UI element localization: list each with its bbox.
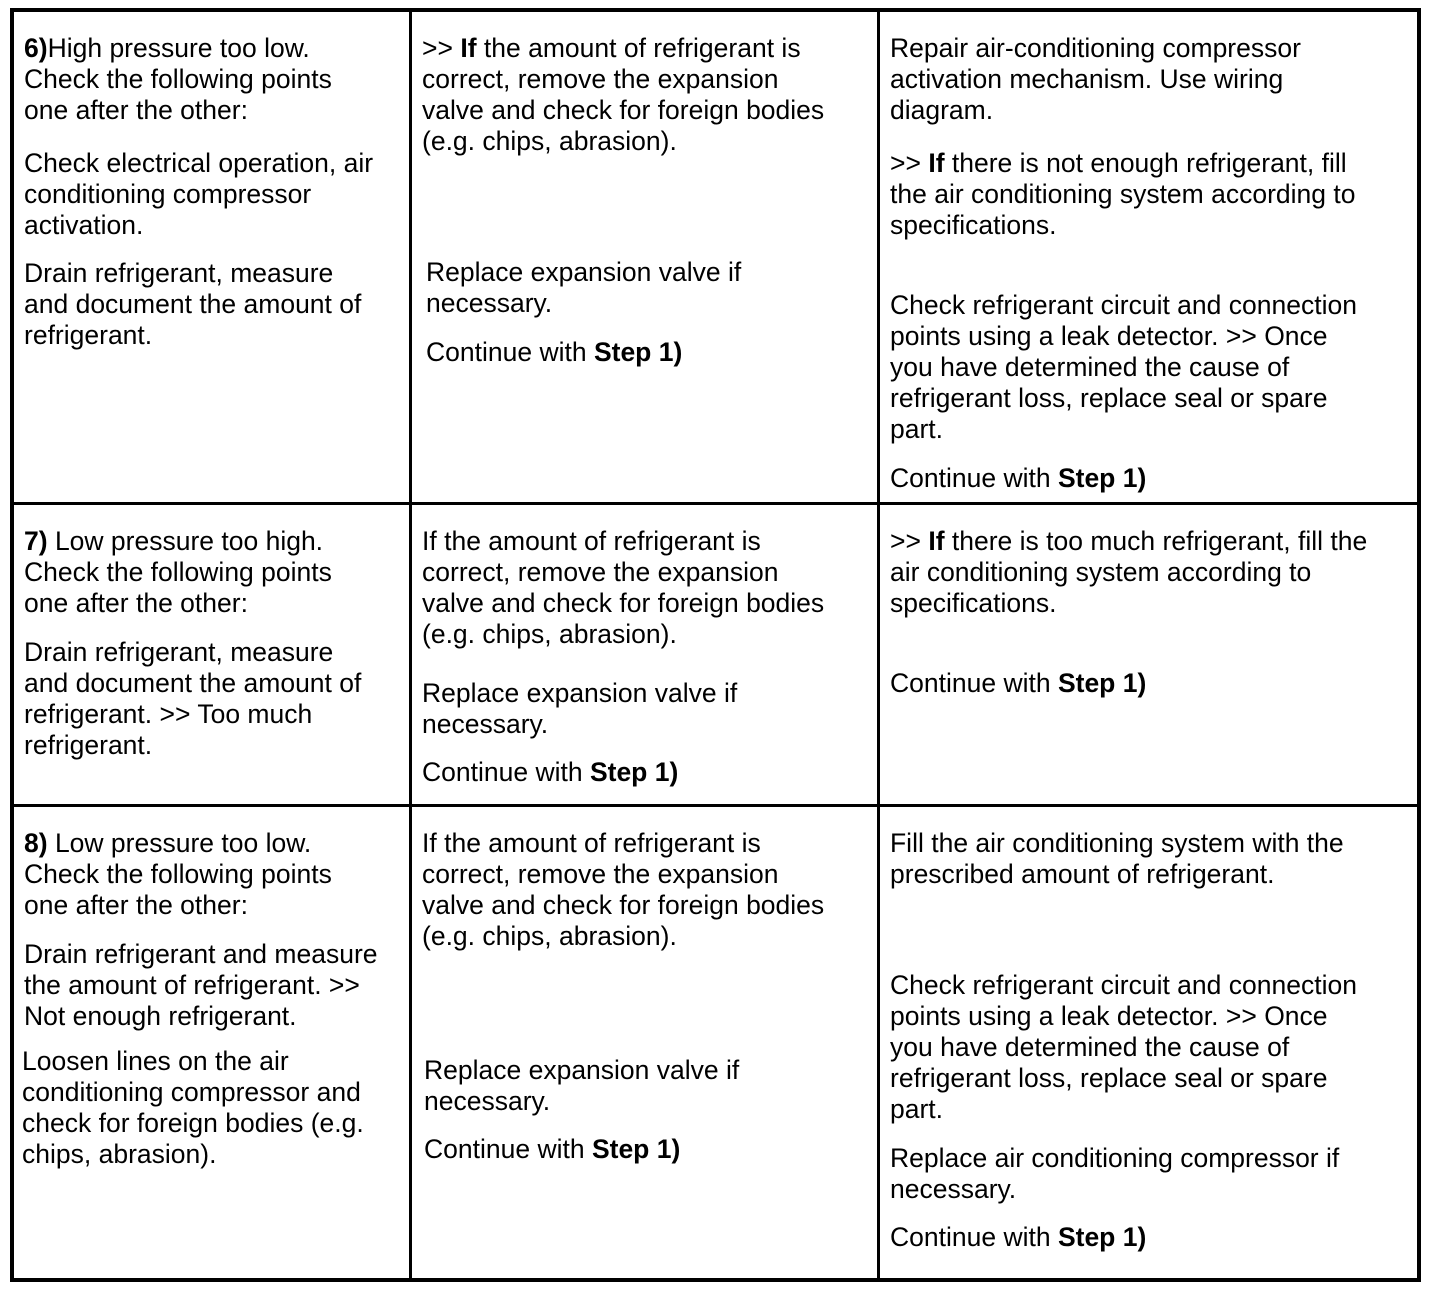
- troubleshooting-table: [10, 8, 1421, 1282]
- step-7-heading: 7) Low pressure too high. Check the following points one after the other:: [24, 526, 332, 618]
- step-8-continue-2: Continue with Step 1): [890, 1222, 1147, 1252]
- column-divider: [409, 12, 412, 1278]
- step-6-repair-compressor: Repair air-conditioning compressor activation mechanism. Use wiring diagram.: [890, 33, 1301, 125]
- row-divider: [14, 804, 1417, 807]
- step-7-drain-refrigerant: Drain refrigerant, measure and document the amount of refrigerant. >> Too much refrigerant.: [24, 637, 362, 760]
- step-8-drain-refrigerant: Drain refrigerant and measure the amount of refrigerant. >> Not enough refrigerant.: [24, 939, 378, 1031]
- step-8-replace-valve: Replace expansion valve if necessary.: [424, 1055, 740, 1116]
- step-8-loosen-lines: Loosen lines on the air conditioning compressor and check for foreign bodies (e.g. chips, abrasion).: [22, 1046, 364, 1169]
- step-6-heading: 6)High pressure too low. Check the following points one after the other:: [24, 33, 332, 125]
- step-6-check-electrical: Check electrical operation, air conditioning compressor activation.: [24, 148, 374, 240]
- step-6-replace-valve: Replace expansion valve if necessary.: [426, 257, 742, 318]
- step-7-expansion-valve-check: If the amount of refrigerant is correct, remove the expansion valve and check for foreign bodies (e.g. chips, abrasion).: [422, 526, 825, 649]
- step-7-replace-valve: Replace expansion valve if necessary.: [422, 678, 738, 739]
- step-8-replace-compressor: Replace air conditioning compressor if necessary.: [890, 1143, 1340, 1204]
- column-divider: [877, 12, 880, 1278]
- step-8-continue: Continue with Step 1): [424, 1134, 681, 1164]
- step-7-fill-refrigerant: >> If there is too much refrigerant, fill the air conditioning system according to specifications.: [890, 526, 1368, 618]
- step-8-leak-check: Check refrigerant circuit and connection points using a leak detector. >> Once you have determined the cause of refrigerant loss, replace seal or spare part.: [890, 970, 1357, 1124]
- step-8-heading: 8) Low pressure too low. Check the following points one after the other:: [24, 828, 332, 920]
- step-6-leak-check: Check refrigerant circuit and connection points using a leak detector. >> Once you have determined the cause of refrigerant loss, replace seal or spare part.: [890, 290, 1357, 444]
- step-6-fill-refrigerant: >> If there is not enough refrigerant, fill the air conditioning system according to specifications.: [890, 148, 1356, 240]
- row-divider: [14, 502, 1417, 505]
- step-6-drain-refrigerant: Drain refrigerant, measure and document the amount of refrigerant.: [24, 258, 362, 350]
- step-8-fill-system: Fill the air conditioning system with the prescribed amount of refrigerant.: [890, 828, 1344, 889]
- step-7-continue: Continue with Step 1): [422, 757, 679, 787]
- step-8-expansion-valve-check: If the amount of refrigerant is correct, remove the expansion valve and check for foreign bodies (e.g. chips, abrasion).: [422, 828, 825, 951]
- step-7-continue-2: Continue with Step 1): [890, 668, 1147, 698]
- step-6-continue-2: Continue with Step 1): [890, 463, 1147, 493]
- step-6-expansion-valve-check: >> If the amount of refrigerant is correct, remove the expansion valve and check for foreign bodies (e.g. chips, abrasion).: [422, 33, 825, 156]
- step-6-continue: Continue with Step 1): [426, 337, 683, 367]
